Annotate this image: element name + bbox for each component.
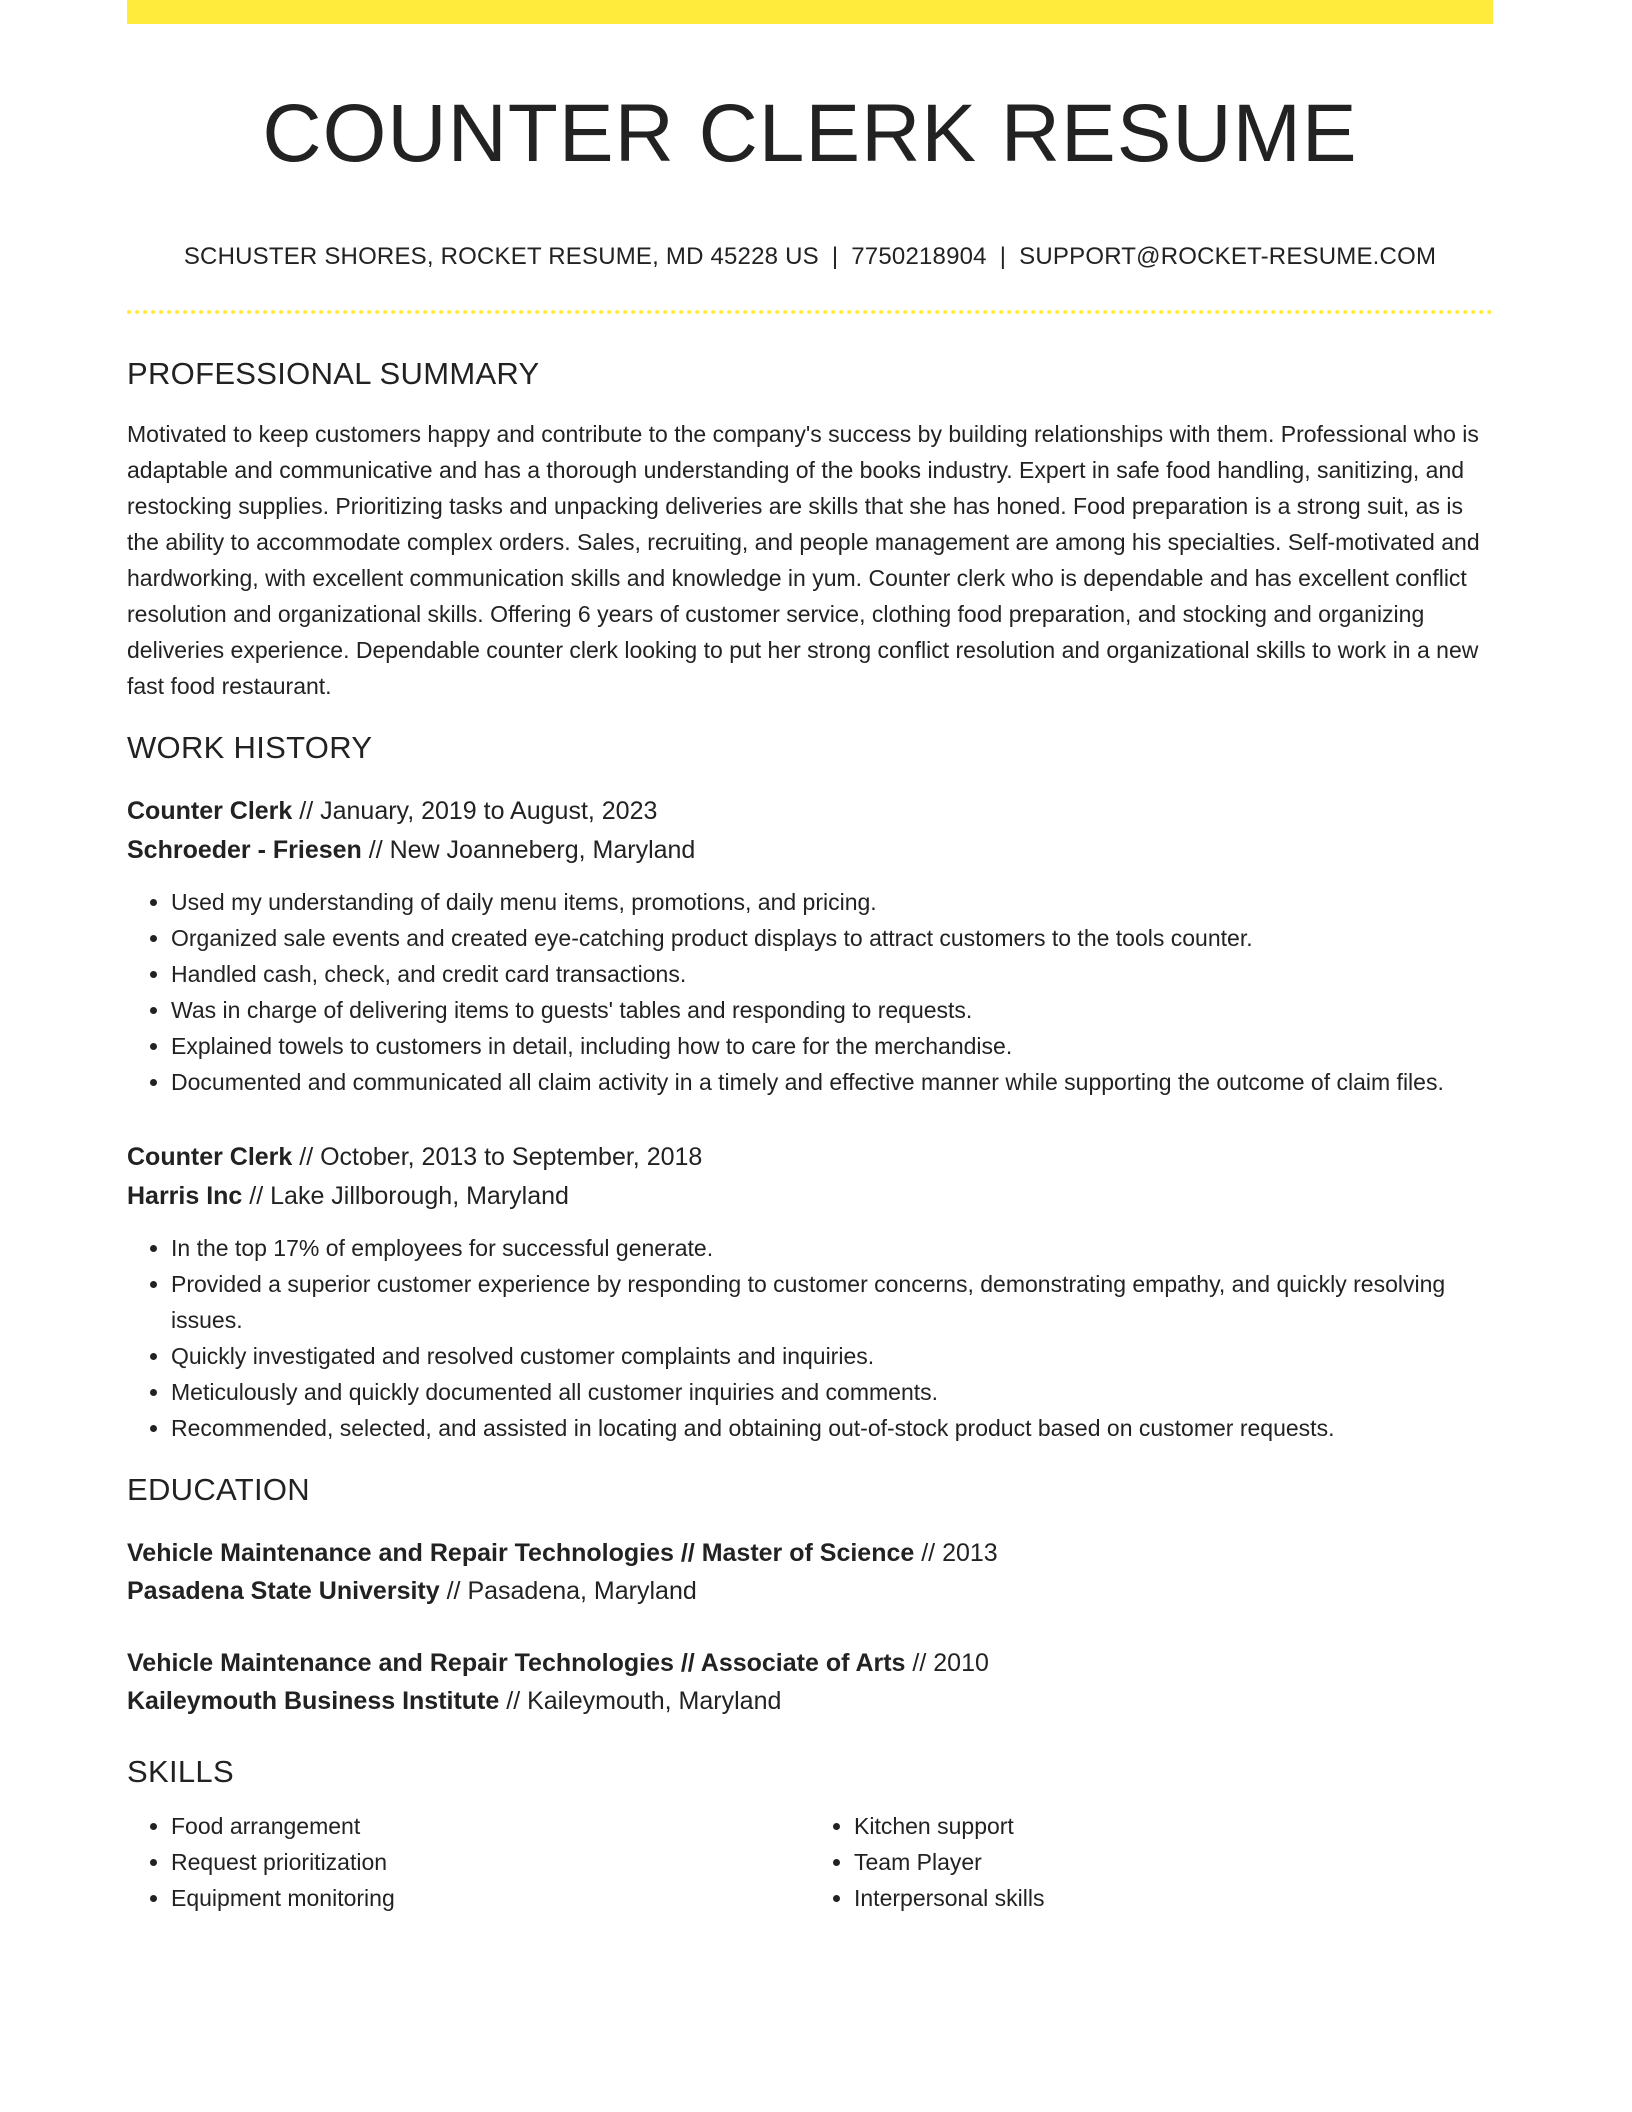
skill-item: • Interpersonal skills <box>854 1880 1493 1916</box>
contact-address: SCHUSTER SHORES, ROCKET RESUME, MD 45228 US <box>183 243 819 270</box>
section-heading-work-history: WORK HISTORY <box>127 730 373 765</box>
contact-email: SUPPORT@ROCKET-RESUME.COM <box>1019 243 1437 270</box>
contact-separator: | <box>999 243 1007 270</box>
skills-section <box>127 1754 1493 1916</box>
education-entry <box>127 1534 1493 1610</box>
job-entry <box>127 1138 1493 1446</box>
contact-separator: | <box>831 243 839 270</box>
school: Pasadena State University <box>127 1577 440 1605</box>
resume-title: COUNTER CLERK RESUME <box>262 88 1358 179</box>
school-line <box>127 1572 1493 1610</box>
job-bullet: • Provided a superior customer experience by responding to customer concerns, demonstrating empathy, and quickly resolving issues. <box>171 1266 1493 1338</box>
job-dates: // January, 2019 to August, 2023 <box>299 797 658 825</box>
contact-line <box>127 242 1493 272</box>
job-location: // Lake Jillborough, Maryland <box>249 1182 569 1210</box>
skill-item: • Kitchen support <box>854 1808 1493 1844</box>
education-entry <box>127 1644 1493 1720</box>
job-bullet: • Meticulously and quickly documented all customer inquiries and comments. <box>171 1374 1493 1410</box>
skills-list-left <box>127 1808 810 1916</box>
job-bullet: • Was in charge of delivering items to guests' tables and responding to requests. <box>171 992 1493 1028</box>
job-title-line <box>127 792 1493 831</box>
job-title: Counter Clerk <box>127 797 293 825</box>
job-bullet: • Documented and communicated all claim activity in a timely and effective manner while supporting the outcome of claim files. <box>171 1064 1493 1100</box>
summary-section <box>127 356 1493 704</box>
job-title: Counter Clerk <box>127 1143 293 1171</box>
job-bullets <box>127 884 1493 1100</box>
top-accent-bar <box>127 0 1493 24</box>
skill-item: • Request prioritization <box>171 1844 810 1880</box>
job-company: Schroeder - Friesen <box>127 836 362 864</box>
work-history-section <box>127 730 1493 1446</box>
school-location: // Pasadena, Maryland <box>446 1577 697 1605</box>
degree-line <box>127 1534 1493 1572</box>
job-bullet: • Explained towels to customers in detail, including how to care for the merchandise. <box>171 1028 1493 1064</box>
job-bullet: • Quickly investigated and resolved customer complaints and inquiries. <box>171 1338 1493 1374</box>
degree-year: // 2010 <box>912 1649 989 1677</box>
degree-line <box>127 1644 1493 1682</box>
job-entry <box>127 792 1493 1100</box>
job-bullet: • Used my understanding of daily menu items, promotions, and pricing. <box>171 884 1493 920</box>
degree: Vehicle Maintenance and Repair Technologies // Associate of Arts <box>127 1649 906 1677</box>
skill-item: • Food arrangement <box>171 1808 810 1844</box>
job-location: // New Joanneberg, Maryland <box>368 836 696 864</box>
school-line <box>127 1682 1493 1720</box>
job-bullet: • Organized sale events and created eye-catching product displays to attract customers to the tools counter. <box>171 920 1493 956</box>
job-dates: // October, 2013 to September, 2018 <box>299 1143 703 1171</box>
skills-columns <box>127 1808 1493 1916</box>
job-bullet: • In the top 17% of employees for successful generate. <box>171 1230 1493 1266</box>
skill-item: • Team Player <box>854 1844 1493 1880</box>
job-company: Harris Inc <box>127 1182 243 1210</box>
job-bullet: • Recommended, selected, and assisted in locating and obtaining out-of-stock product based on customer requests. <box>171 1410 1493 1446</box>
degree-year: // 2013 <box>921 1539 998 1567</box>
section-heading-education: EDUCATION <box>127 1472 310 1507</box>
job-company-line <box>127 1177 1493 1216</box>
job-bullet: • Handled cash, check, and credit card transactions. <box>171 956 1493 992</box>
job-company-line <box>127 831 1493 870</box>
skill-item: • Equipment monitoring <box>171 1880 810 1916</box>
school-location: // Kaileymouth, Maryland <box>506 1687 782 1715</box>
job-bullets <box>127 1230 1493 1446</box>
contact-phone: 7750218904 <box>851 243 987 270</box>
degree: Vehicle Maintenance and Repair Technologies // Master of Science <box>127 1539 915 1567</box>
summary-text: Motivated to keep customers happy and contribute to the company's success by building relationships with them. Professional who is adaptable and communicative and has a thorough understanding of the books industry. Expert in safe food handling, sanitizing, and restocking supplies. Prioritizing tasks and unpacking deliveries are skills that she has honed. Food preparation is a strong suit, as is the ability to accommodate complex orders. Sales, recruiting, and people management are among his specialties. Self-motivated and hardworking, with excellent communication skills and knowledge in yum. Counter clerk who is dependable and has excellent conflict resolution and organizational skills. Offering 6 years of customer service, clothing food preparation, and stocking and organizing deliveries experience. Dependable counter clerk looking to put her strong conflict resolution and organizational skills to work in a new fast food restaurant. <box>127 421 1480 699</box>
skills-list-right <box>810 1808 1493 1916</box>
resume-page <box>127 0 1493 1916</box>
school: Kaileymouth Business Institute <box>127 1687 500 1715</box>
section-heading-skills: SKILLS <box>127 1754 234 1789</box>
education-section <box>127 1472 1493 1720</box>
section-heading-summary: PROFESSIONAL SUMMARY <box>127 356 540 391</box>
dotted-divider <box>127 310 1493 314</box>
job-title-line <box>127 1138 1493 1177</box>
